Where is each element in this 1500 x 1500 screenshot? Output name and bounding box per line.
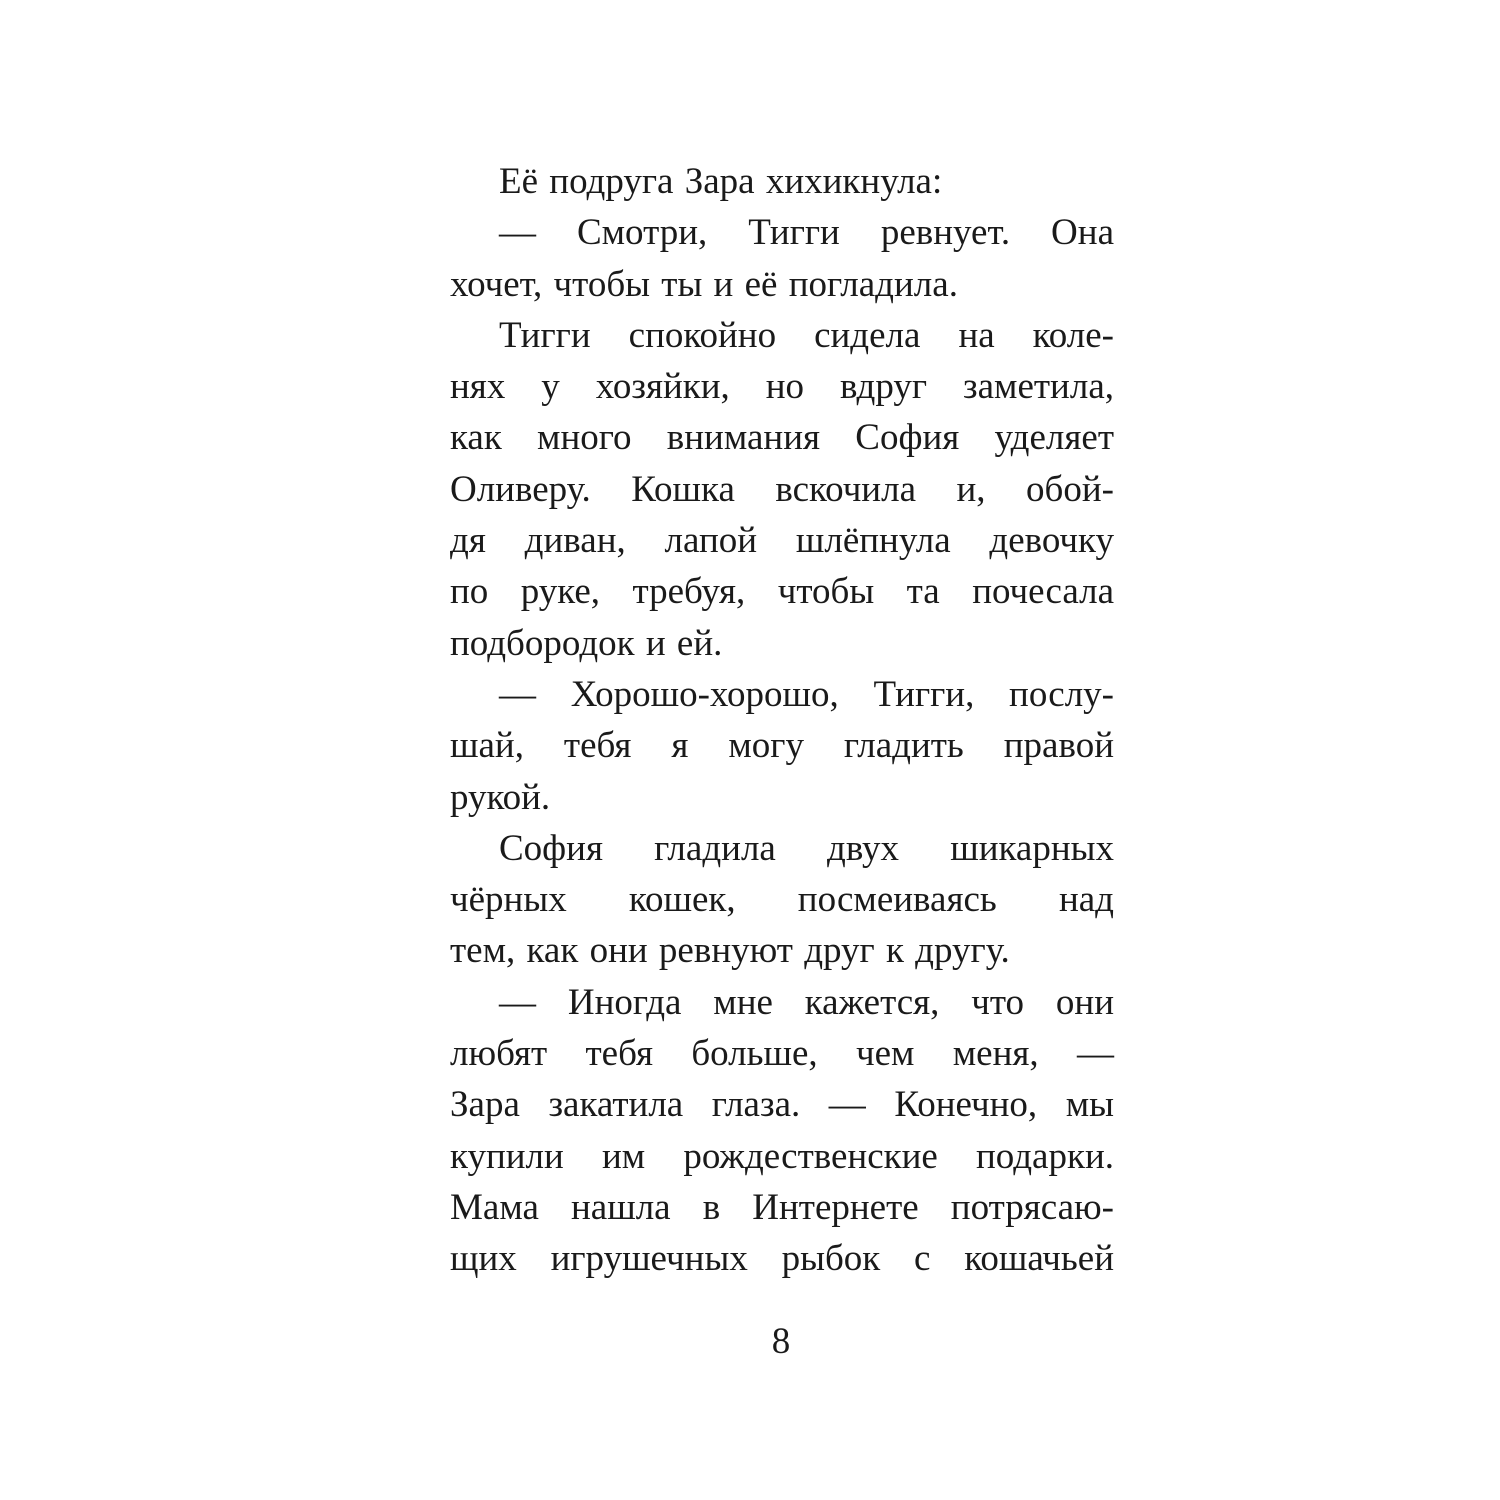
text-line: щих игрушечных рыбок с кошачьей — [450, 1238, 1114, 1280]
text-line: Зара закатила глаза. — Конечно, мы — [450, 1084, 1114, 1126]
text-line: — Смотри, Тигги ревнует. Она — [499, 212, 1114, 254]
text-line: — Хорошо-хорошо, Тигги, послу- — [499, 673, 1114, 715]
text-line: София гладила двух шикарных — [499, 827, 1114, 869]
text-line: — Иногда мне кажется, что они — [499, 981, 1114, 1023]
page-body-text — [450, 156, 1114, 1285]
text-line: как много внимания София уделяет — [450, 417, 1114, 459]
text-line: по руке, требуя, чтобы та почесала — [450, 571, 1114, 613]
text-line: Её подруга Зара хихикнула: — [499, 161, 943, 202]
text-line: дя диван, лапой шлёпнула девочку — [450, 520, 1114, 562]
text-line: тем, как они ревнуют друг к другу. — [450, 930, 1010, 972]
text-line: шай, тебя я могу гладить правой — [450, 725, 1114, 767]
text-line: Тигги спокойно сидела на коле- — [499, 314, 1114, 356]
text-line: Оливеру. Кошка вскочила и, обой- — [450, 468, 1114, 510]
text-line: любят тебя больше, чем меня, — — [450, 1033, 1114, 1075]
text-line: нях у хозяйки, но вдруг заметила, — [450, 366, 1114, 408]
text-line: хочет, чтобы ты и её погладила. — [450, 263, 958, 305]
text-line: Мама нашла в Интернете потрясаю- — [450, 1186, 1114, 1228]
page-number: 8 — [771, 1321, 791, 1362]
text-line: рукой. — [450, 776, 551, 818]
text-line: купили им рождественские подарки. — [450, 1135, 1114, 1177]
text-line: подбородок и ей. — [450, 622, 723, 664]
text-line: чёрных кошек, посмеиваясь над — [450, 879, 1114, 921]
